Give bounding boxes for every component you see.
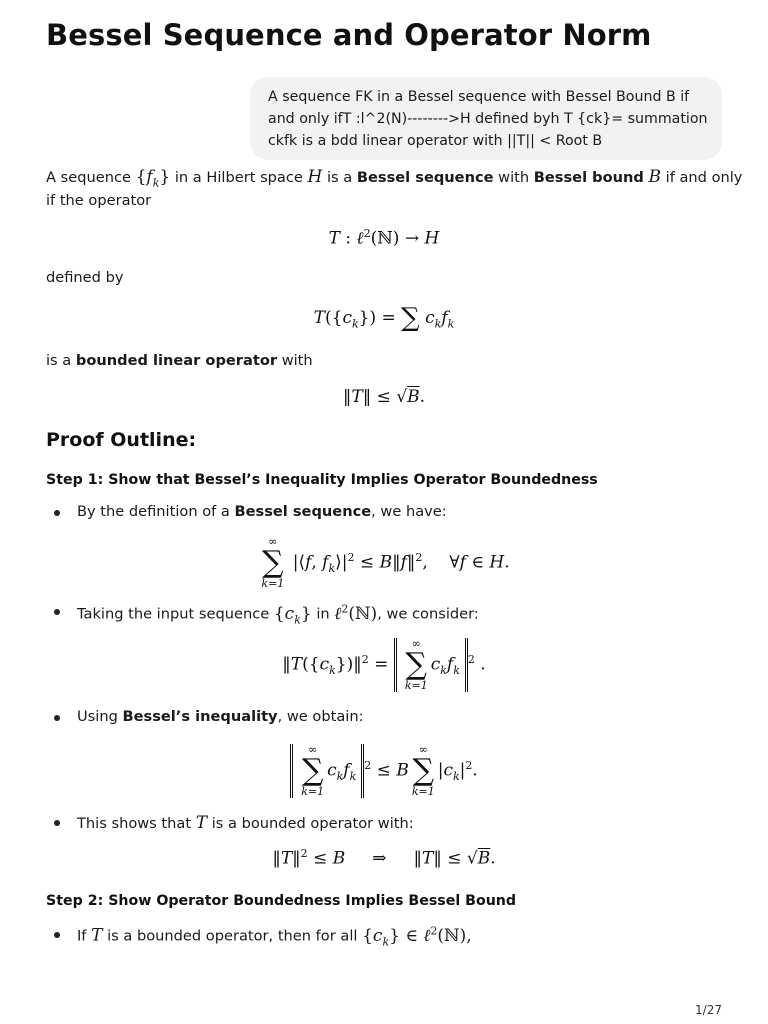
math-inline: $\{c_k\}$ [273,603,312,627]
step1-heading: Step 1: Show that Bessel’s Inequality Implies Operator Boundedness [46,472,598,488]
bold-term: Bessel’s inequality [122,708,278,725]
step1-bullet-4 [77,813,414,833]
bold-term: bounded linear operator [75,352,278,369]
user-message-line: ckfk is a bdd linear operator with ||T|| < Root B [268,133,603,149]
math-inline: B [648,167,661,187]
math-inline: H [307,167,323,187]
intro-text: is a [46,352,72,369]
bullet-text: This shows that [77,815,192,832]
intro-text: A sequence [46,169,131,186]
math-inline: T [91,925,103,946]
equation-conclusion-step1: ‖T‖$^2$ ≤ B ⇒ ‖T‖ ≤ √B. [272,847,496,869]
bullet-text: in [316,605,330,623]
math-inline: $\{f_k\}$ [135,167,171,190]
bullet-text: Taking the input sequence [77,605,270,623]
bullet-dot [54,932,60,938]
bullet-text: , we have: [371,503,447,520]
equation-operator-map: T : ℓ$^2$(ℕ) → H [328,227,440,249]
step1-bullet-1 [77,503,447,520]
intro-text: if and only [665,169,743,186]
intro-text: is a [327,169,353,186]
equation-norm-bound: ‖T‖ ≤ √B. [342,387,426,407]
step1-bullet-3 [77,708,364,725]
equation-operator-definition: $T(\{c_k\})$ = ∑ $c_kf_k$ [313,303,455,333]
step1-bullet-2 [77,602,479,626]
intro-text: in a Hilbert space [174,169,303,186]
equation-bessel-inequality: ∞ ∑ k=1 |⟨f, $f_k⟩|^2$ ≤ B‖f‖$^2$, ∀f ∈ H. [261,535,510,590]
user-message-line: and only ifT :l^2(N)-------->H defined byh T {ck}= summation [268,111,708,127]
bullet-dot [54,820,60,826]
bullet-dot [54,715,60,721]
bold-term: Bessel sequence [234,503,372,520]
bullet-text: By the definition of a [77,503,230,520]
bullet-text: If [77,927,87,945]
intro-line-1 [46,167,742,189]
page-title: Bessel Sequence and Operator Norm [46,18,652,52]
equation-norm-T-squared: $‖T(\{c_k\})‖^2$ = ∞ ∑ k=1 $c_kf_k^2$ . [282,637,486,692]
bullet-text: is a bounded operator with: [211,815,414,832]
bounded-operator-line [46,352,313,369]
bullet-text: , we obtain: [277,708,364,725]
intro-text: with [281,352,313,369]
math-inline: T [195,813,208,833]
bullet-text: , we consider: [377,605,479,623]
bullet-text: Using [77,708,118,725]
bold-term: Bessel sequence [356,169,494,186]
bullet-text: is a bounded operator, then for all [107,927,358,945]
intro-text: with [498,169,530,186]
equation-bessel-applied: ∞ ∑ k=1 $c_kf_k^2 \le B$ ∞ ∑ k=1 $|c_k|^2$. [0,744,768,798]
bullet-dot [54,609,60,615]
math-inline: ℓ$^2$(ℕ) [334,602,378,624]
proof-outline-heading: Proof Outline: [46,429,197,451]
user-message-bubble [250,77,722,160]
step2-heading: Step 2: Show Operator Boundedness Implies Bessel Bound [46,893,517,909]
bullet-dot [54,510,60,516]
defined-by-text: defined by [46,269,124,286]
intro-line-2: if the operator [46,192,152,209]
user-message-line: A sequence FK in a Bessel sequence with Bessel Bound B if [268,89,690,105]
bold-term: Bessel bound [533,169,644,186]
page-number: 1/27 [695,1003,722,1017]
math-inline: $\{c_k\}$ ∈ ℓ$^2$(ℕ), [362,924,472,949]
step2-bullet-1 [77,924,472,948]
